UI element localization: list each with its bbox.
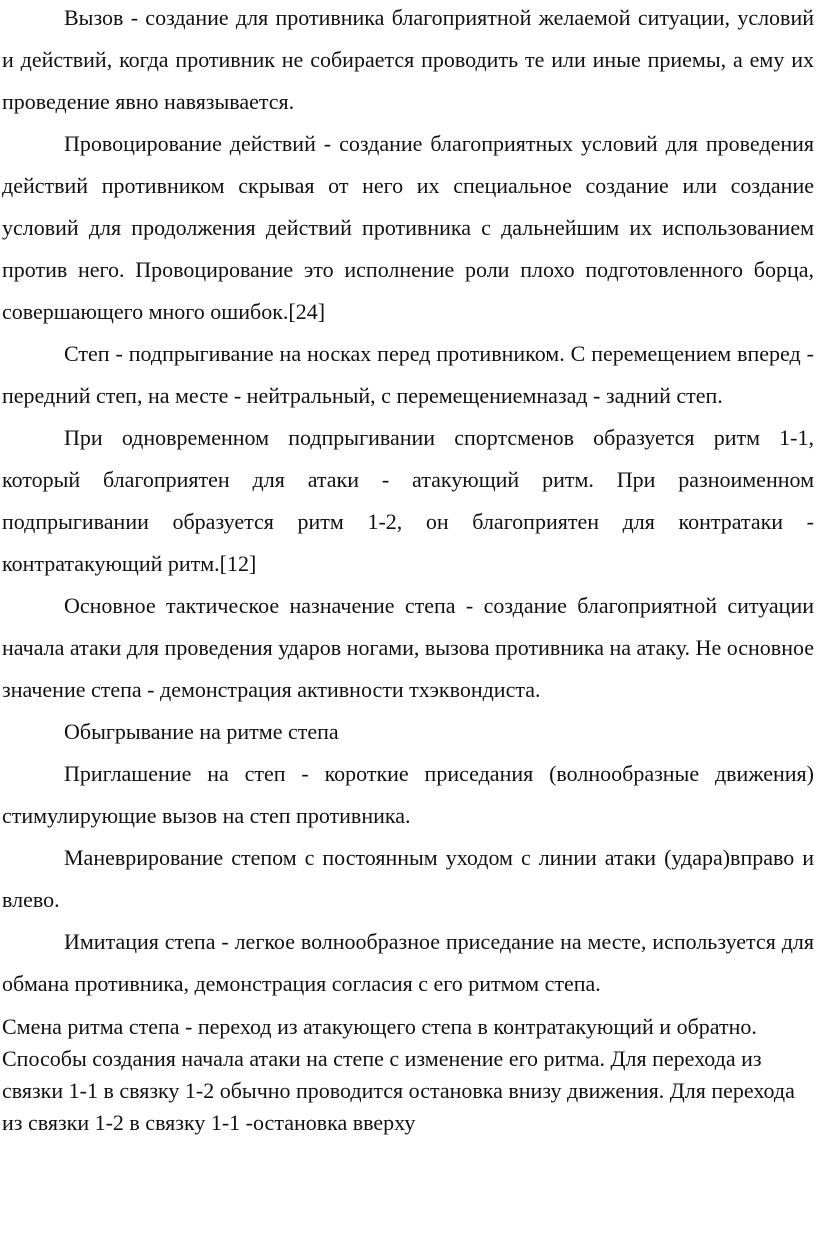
paragraph-rhythm: При одновременном подпрыгивании спортсменов образуется ритм 1-1, который благоприятен для атаки - атакующий ритм. При разноименном подпрыгивании образуется ритм 1-2, он благоприятен для контратаки - контратакующий ритм.[12] [2, 425, 814, 576]
paragraph-provocation: Провоцирование действий - создание благоприятных условий для проведения действий противником скрывая от него их специальное создание или создание условий для продолжения действий противника с дальнейшим их использованием против него. Провоцирование это исполнение роли плохо подготовленного борца, совершающего много ошибок.[24] [2, 131, 814, 324]
paragraph-rhythm-change: Смена ритма степа - переход из атакующего степа в контратакующий и обратно. Способы создания начала атаки на степе с изменение его ритма. Для перехода из связки 1-1 в связку 1-2 обычно проводится остановка внизу движения. Для перехода из связки 1-2 в связку 1-1 -остановка вверху [2, 1014, 795, 1135]
paragraph-step: Степ - подпрыгивание на носках перед противником. С перемещением вперед - передний степ, на месте - нейтральный, с перемещениемназад - задний степ. [2, 341, 814, 408]
paragraph-step-rhythm-play: Обыгрывание на ритме степа [64, 719, 339, 744]
document-body [2, 0, 814, 1005]
paragraph-call: Вызов - создание для противника благоприятной желаемой ситуации, условий и действий, когда противник не собирается проводить те или иные приемы, а ему их проведение явно навязывается. [2, 5, 814, 114]
paragraph-maneuvering: Маневрирование степом с постоянным уходом с линии атаки (удара)вправо и влево. [2, 845, 814, 912]
paragraph-imitation: Имитация степа - легкое волнообразное приседание на месте, используется для обмана противника, демонстрация согласия с его ритмом степа. [2, 929, 814, 996]
closing-block [2, 1011, 814, 1139]
paragraph-invitation: Приглашение на степ - короткие приседания (волнообразные движения) стимулирующие вызов на степ противника. [2, 761, 814, 828]
paragraph-tactical-purpose: Основное тактическое назначение степа - создание благоприятной ситуации начала атаки для проведения ударов ногами, вызова противника на атаку. Не основное значение степа - демонстрация активности тхэквондиста. [2, 593, 814, 702]
